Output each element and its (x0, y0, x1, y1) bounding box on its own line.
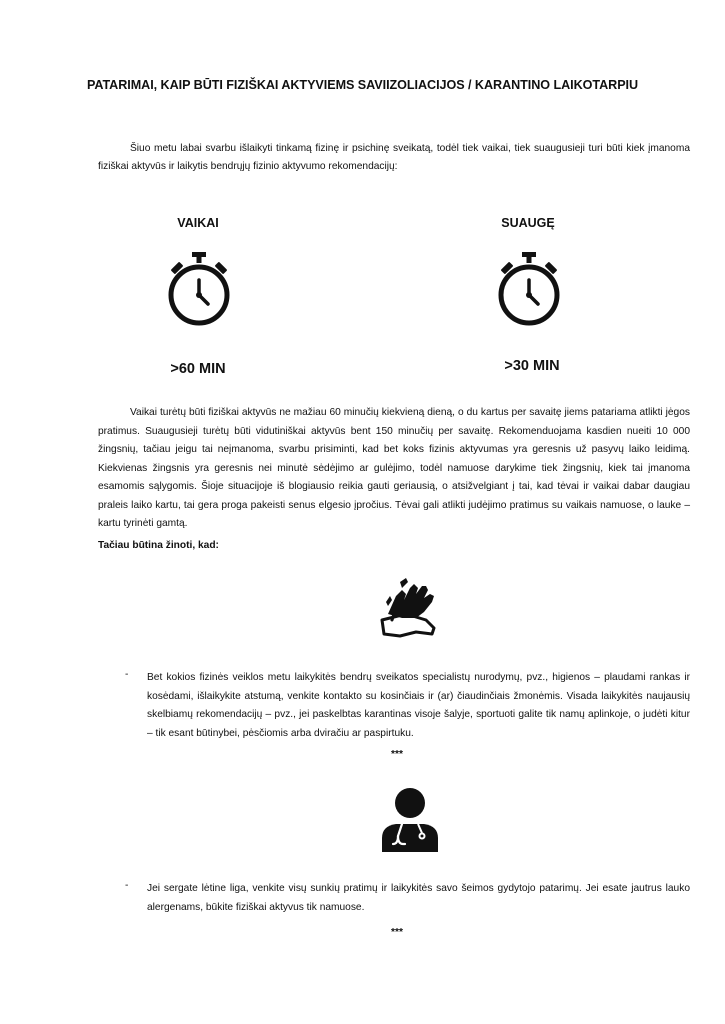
washing-hands-icon (376, 574, 440, 646)
intro-paragraph: Šiuo metu labai svarbu išlaikyti tinkamą fizinę ir psichinę sveikatą, todėl tiek vaikai, tiek suaugusieji turi būti kiek įmanoma fiziškai aktyvūs ir laikytis bendrųjų fizinio aktyvumo rekomendacijų: (98, 143, 690, 172)
adults-label: SUAUGĘ (501, 216, 555, 230)
page-title: PATARIMAI, KAIP BŪTI FIZIŠKAI AKTYVIEMS SAVIIZOLIACIJOS / KARANTINO LAIKOTARPIU (86, 78, 639, 92)
adults-time: >30 MIN (504, 358, 560, 374)
stopwatch-icon (165, 250, 233, 326)
bullet-text-hygiene: Bet kokios fizinės veiklos metu laikykitės bendrų sveikatos specialistų nurodymų, pvz., higienos – plaudami rankas ir kosėdami, išlaikykite atstumą, venkite kontakto su kosinčiais ir (ar) čiaudinčiais žmonėmis. Visada laikykitės naujausių skelbiamų rekomendacijų – pvz., jei paskelbtas karantinas visoje šalyje, sportuoti galite tik namų aplinkoje, o judėti kitur – tik esant būtinybei, pėsčiomis arba dviračiu ar paspirtuku. (147, 672, 690, 739)
doctor-icon (378, 786, 442, 854)
bullet-text-chronic-illness: Jei sergate lėtine liga, venkite visų sunkių pratimų ir laikykitės savo šeimos gydytojo patarimų. Jei esate jautrus lauko alergenams, būkite fiziškai aktyvus tik namuose. (147, 883, 690, 913)
body-paragraph: Vaikai turėtų būti fiziškai aktyvūs ne mažiau 60 minučių kiekvieną dieną, o du kartus per savaitę jiems patariama atlikti jėgos pratimus. Suaugusieji turėtų būti vidutiniškai aktyvūs bent 150 minučių per savaitę. Rekomenduojama kasdien nueiti 10 000 žingsnių, tačiau jeigu tai neįmanoma, svarbu prisiminti, kad bet koks fizinis aktyvumas yra geresnis už pasyvų laiko leidimą. Kiekvienas žingsnis yra geresnis nei minutė sėdėjimo ar gulėjimo, todėl namuose darykime tiek žingsnių, kiek tai įmanoma esamomis sąlygomis. Šioje situacijoje iš blogiausio reikia gauti geriausią, o atsižvelgiant į tai, kad tėvai ir vaikai dabar daugiau praleis laiko kartu, tai gera proga pakeisti senus elgesio įpročius. Tėvai gali atlikti judėjimo pratimus su vaikais namuose, o lauke – kartu tyrinėti gamtą. (98, 407, 690, 529)
bullet-dash: - (125, 880, 129, 891)
note-heading: Tačiau būtina žinoti, kad: (98, 540, 219, 551)
bullet-dash: - (125, 669, 129, 680)
stopwatch-icon (495, 250, 563, 326)
separator-stars: *** (391, 749, 403, 760)
children-time: >60 MIN (170, 361, 226, 377)
separator-stars: *** (391, 927, 403, 938)
children-label: VAIKAI (177, 216, 219, 230)
